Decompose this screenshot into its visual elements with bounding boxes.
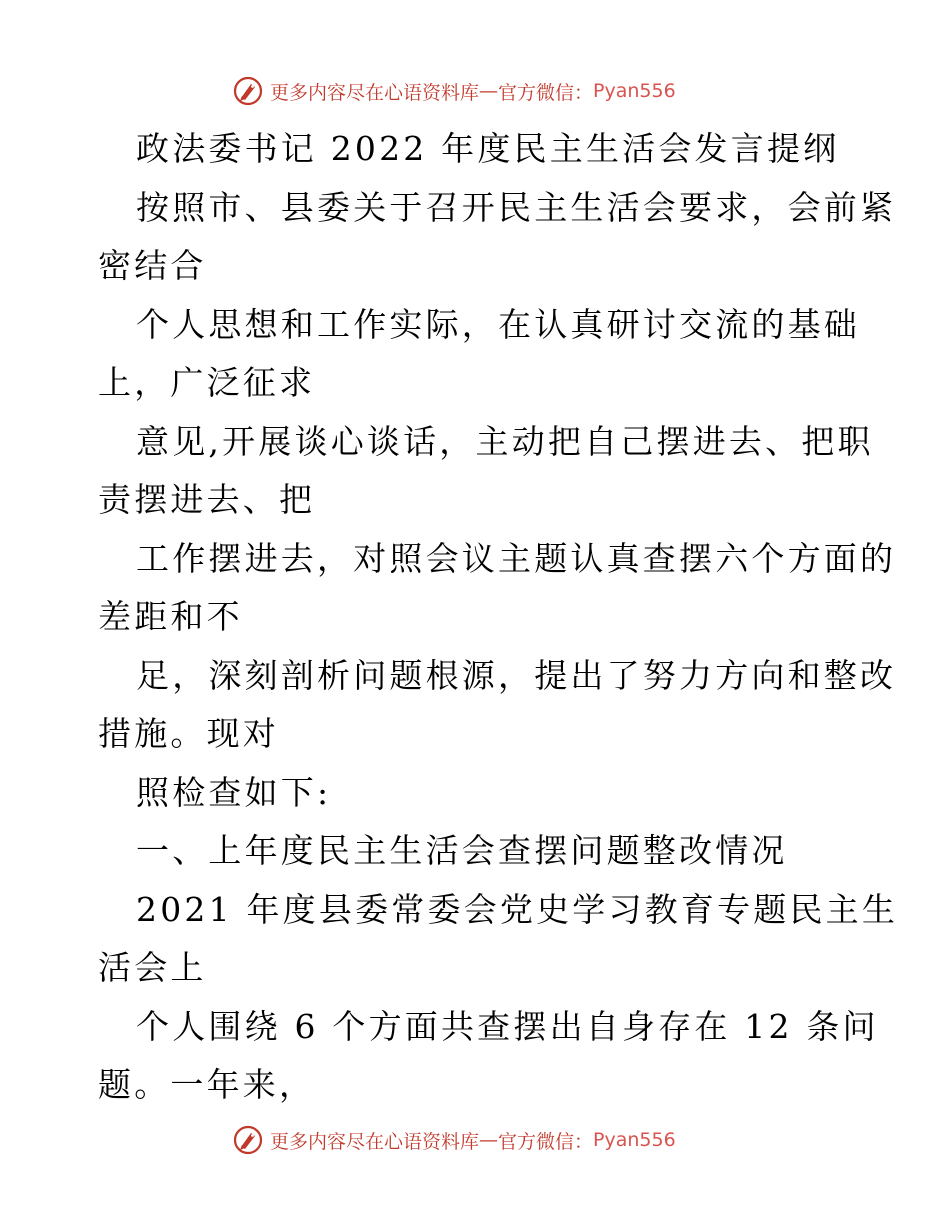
document-line: 意见,开展谈心谈话，主动把自己摆进去、把职: [136, 421, 874, 461]
document-line: 措施。现对: [98, 714, 279, 753]
document-body: [98, 120, 899, 1115]
document-line: 个人围绕 6 个方面共查摆出自身存在 12 条问: [136, 1006, 879, 1046]
document-line: 政法委书记 2022 年度民主生活会发言提纲: [136, 129, 840, 168]
document-line: 责摆进去、把: [98, 480, 316, 519]
watermark-side-text: 官方微信：: [498, 1130, 594, 1153]
pen-nib-circle-icon: [232, 1124, 264, 1156]
watermark-separator: —: [479, 80, 499, 102]
pen-nib-circle-icon: [232, 75, 264, 107]
document-line: 活会上: [98, 948, 207, 987]
watermark-main-text: 更多内容尽在心语资料库: [270, 81, 480, 104]
document-line: 足，深刻剖析问题根源，提出了努力方向和整改: [136, 655, 897, 695]
document-line: 题。一年来，: [98, 1065, 316, 1104]
watermark-separator: —: [479, 1129, 499, 1151]
document-line: 照检查如下:: [136, 772, 332, 812]
document-line: 一、上年度民主生活会查摆问题整改情况: [136, 831, 788, 870]
watermark-header: [232, 73, 676, 109]
watermark-footer: [232, 1122, 676, 1158]
watermark-id: Pyan556: [593, 80, 676, 102]
watermark-id: Pyan556: [593, 1129, 676, 1151]
document-line: 差距和不: [98, 597, 243, 636]
document-line: 上，广泛征求: [98, 363, 316, 402]
document-line: 个人思想和工作实际，在认真研讨交流的基础: [136, 304, 860, 344]
watermark-main-text: 更多内容尽在心语资料库: [270, 1130, 480, 1153]
watermark-side-text: 官方微信：: [498, 81, 594, 104]
document-line: 按照市、县委关于召开民主生活会要求，会前紧: [136, 187, 897, 227]
document-line: 2021 年度县委常委会党史学习教育专题民主生: [136, 889, 899, 929]
document-line: 密结合: [98, 246, 207, 285]
document-line: 工作摆进去，对照会议主题认真查摆六个方面的: [136, 538, 897, 578]
